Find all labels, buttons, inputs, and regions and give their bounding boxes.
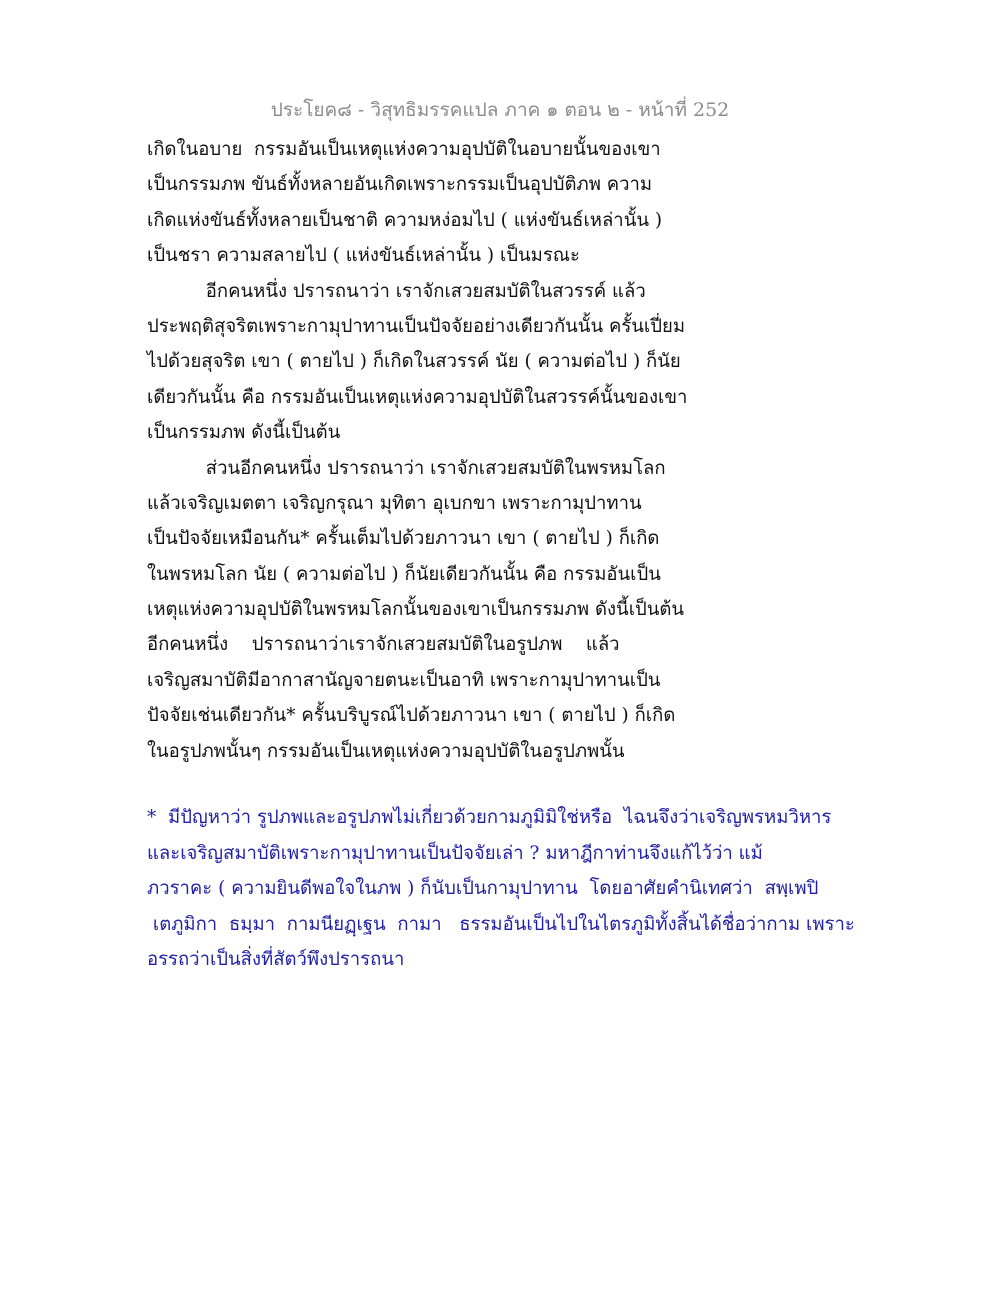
body-line: แล้วเจริญเมตตา เจริญกรุณา มุทิตา อุเบกขา เพราะกามุปาทาน — [147, 492, 642, 514]
footnote-line: และเจริญสมาบัติเพราะกามุปาทานเป็นปัจจัยเล่า ? มหาฎีกาท่านจึงแก้ไว้ว่า แม้ — [147, 842, 763, 864]
body-line: ปัจจัยเช่นเดียวกัน* ครั้นบริบูรณ์ไปด้วยภาวนา เขา ( ตายไป ) ก็เกิด — [147, 705, 676, 727]
footnote-line: ภวราคะ ( ความยินดีพอใจในภพ ) ก็นับเป็นกามุปาทาน โดยอาศัยคำนิเทศว่า สพฺเพปิ — [147, 878, 819, 900]
body-line: อีกคนหนึ่ง ปรารถนาว่าเราจักเสวยสมบัติในอรูปภพ แล้ว — [147, 634, 620, 656]
page-header: ประโยค๘ - วิสุทธิมรรคแปล ภาค ๑ ตอน ๒ - หน้าที่ 252 — [270, 99, 730, 121]
body-line: เป็นปัจจัยเหมือนกัน* ครั้นเต็มไปด้วยภาวนา เขา ( ตายไป ) ก็เกิด — [147, 528, 660, 550]
body-line: ในพรหมโลก นัย ( ความต่อไป ) ก็นัยเดียวกันนั้น คือ กรรมอันเป็น — [147, 563, 661, 585]
body-line: ส่วนอีกคนหนึ่ง ปรารถนาว่า เราจักเสวยสมบัติในพรหมโลก — [147, 457, 666, 479]
body-line: อีกคนหนึ่ง ปรารถนาว่า เราจักเสวยสมบัติในสวรรค์ แล้ว — [147, 280, 646, 302]
body-line: ในอรูปภพนั้นๆ กรรมอันเป็นเหตุแห่งความอุปบัติในอรูปภพนั้น — [147, 740, 625, 762]
body-line: ไปด้วยสุจริต เขา ( ตายไป ) ก็เกิดในสวรรค์ นัย ( ความต่อไป ) ก็นัย — [147, 351, 681, 373]
body-line: เกิดแห่งขันธ์ทั้งหลายเป็นชาติ ความหง่อมไป ( แห่งขันธ์เหล่านั้น ) — [147, 209, 663, 231]
footnote-line: * มีปัญหาว่า รูปภพและอรูปภพไม่เกี่ยวด้วยกามภูมิมิใช่หรือ ไฉนจึงว่าเจริญพรหมวิหาร — [147, 807, 832, 828]
body-line: ประพฤติสุจริตเพราะกามุปาทานเป็นปัจจัยอย่างเดียวกันนั้น ครั้นเปี่ยม — [147, 315, 686, 337]
body-line: เป็นกรรมภพ ขันธ์ทั้งหลายอันเกิดเพราะกรรมเป็นอุปบัติภพ ความ — [147, 174, 653, 196]
body-text — [147, 132, 867, 769]
body-line: เดียวกันนั้น คือ กรรมอันเป็นเหตุแห่งความอุปบัติในสวรรค์นั้นของเขา — [147, 386, 688, 408]
footnote-line: อรรถว่าเป็นสิ่งที่สัตว์พึงปรารถนา — [147, 949, 405, 971]
body-line: เป็นชรา ความสลายไป ( แห่งขันธ์เหล่านั้น ) เป็นมรณะ — [147, 245, 580, 267]
body-line: เกิดในอบาย กรรมอันเป็นเหตุแห่งความอุปบัติในอบายนั้นของเขา — [147, 139, 661, 160]
body-line: เป็นกรรมภพ ดังนี้เป็นต้น — [147, 422, 341, 444]
body-line: เจริญสมาบัติมีอากาสานัญจายตนะเป็นอาทิ เพราะกามุปาทานเป็น — [147, 669, 661, 691]
footnote-line: เตภูมิกา ธมฺมา กามนียฏฺเฐน กามา ธรรมอันเป็นไปในไตรภูมิทั้งสิ้นได้ชื่อว่ากาม เพราะ — [147, 913, 855, 935]
body-line: เหตุแห่งความอุปบัติในพรหมโลกนั้นของเขาเป็นกรรมภพ ดังนี้เป็นต้น — [147, 599, 685, 621]
footnote — [147, 800, 855, 978]
